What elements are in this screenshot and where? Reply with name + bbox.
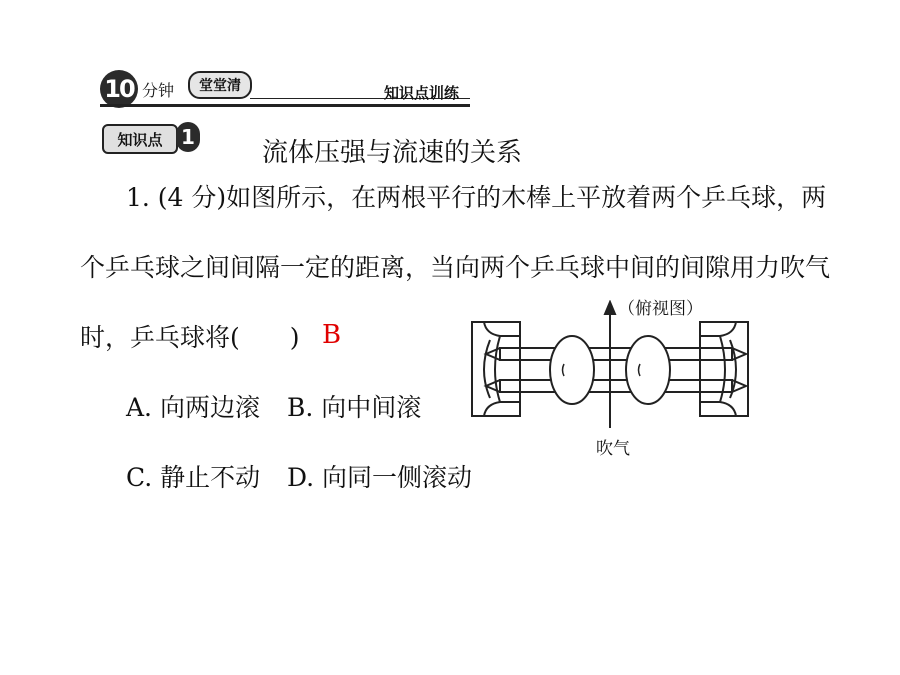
wooden-rods [486, 348, 746, 392]
option-c: C. 静止不动 [126, 463, 261, 492]
figure-view-label: （俯视图） [618, 299, 703, 319]
knowledge-point-tag: 知识点 [102, 124, 178, 154]
left-clamp [472, 322, 520, 416]
header-rule [100, 104, 470, 107]
ten-minute-badge: 10 [100, 70, 138, 108]
section-label: 知识点训练 [384, 84, 460, 102]
option-a: A. 向两边滚 [126, 393, 260, 422]
question-line-1: 1. (4 分)如图所示，在两根平行的木棒上平放着两个乒乓球，两 [126, 183, 827, 212]
badge-unit: 分钟 [142, 81, 175, 100]
blow-arrow [605, 302, 615, 428]
question-line-2: 个乒乓球之间间隔一定的距离，当向两个乒乓球中间的间隙用力吹气 [80, 253, 831, 282]
answer-text: B [322, 320, 342, 350]
right-clamp [700, 322, 748, 416]
ping-pong-figure [460, 300, 780, 430]
question-line-3: 时，乒乓球将( ) [80, 323, 300, 352]
badge-tag: 堂堂清 [188, 71, 252, 99]
knowledge-point-number: 1 [176, 122, 200, 152]
section-title: 流体压强与流速的关系 [262, 138, 523, 168]
option-d: D. 向同一侧滚动 [287, 463, 473, 492]
option-b: B. 向中间滚 [287, 393, 422, 422]
figure-blow-label: 吹气 [596, 439, 630, 459]
